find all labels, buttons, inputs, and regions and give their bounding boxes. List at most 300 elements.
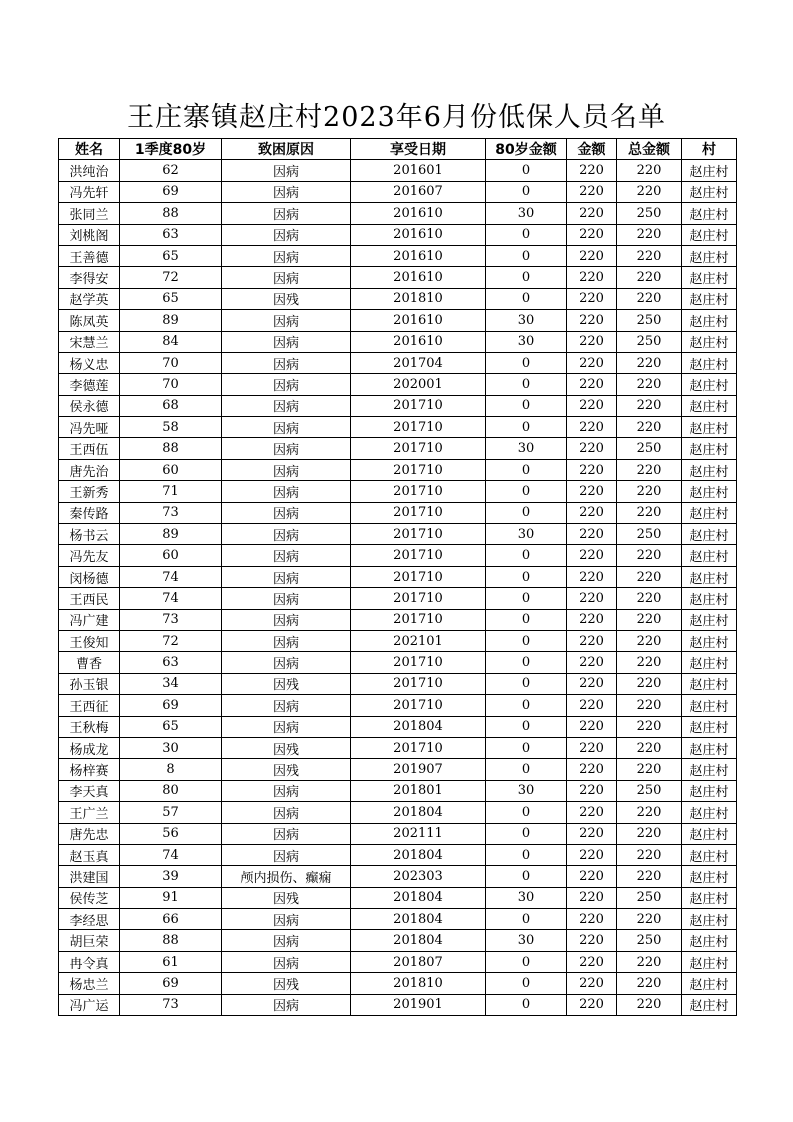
cell-bonus: 0 bbox=[486, 652, 567, 673]
cell-bonus: 0 bbox=[486, 673, 567, 694]
cell-village: 赵庄村 bbox=[682, 245, 737, 266]
cell-age: 91 bbox=[120, 887, 222, 908]
cell-amount: 220 bbox=[567, 310, 617, 331]
cell-total: 220 bbox=[617, 352, 682, 373]
cell-date: 201610 bbox=[351, 224, 486, 245]
cell-age: 65 bbox=[120, 716, 222, 737]
cell-total: 220 bbox=[617, 588, 682, 609]
cell-reason: 因病 bbox=[222, 909, 351, 930]
cell-name: 秦传路 bbox=[59, 502, 120, 523]
cell-date: 201804 bbox=[351, 930, 486, 951]
cell-total: 220 bbox=[617, 374, 682, 395]
cell-name: 李经思 bbox=[59, 909, 120, 930]
cell-total: 220 bbox=[617, 866, 682, 887]
cell-bonus: 0 bbox=[486, 502, 567, 523]
cell-total: 250 bbox=[617, 310, 682, 331]
cell-total: 220 bbox=[617, 951, 682, 972]
cell-name: 李得安 bbox=[59, 267, 120, 288]
cell-date: 201704 bbox=[351, 352, 486, 373]
cell-village: 赵庄村 bbox=[682, 716, 737, 737]
cell-amount: 220 bbox=[567, 288, 617, 309]
cell-date: 201810 bbox=[351, 973, 486, 994]
cell-total: 220 bbox=[617, 459, 682, 480]
cell-total: 220 bbox=[617, 609, 682, 630]
cell-reason: 因病 bbox=[222, 417, 351, 438]
cell-reason: 因病 bbox=[222, 802, 351, 823]
table-row bbox=[59, 630, 737, 651]
cell-bonus: 30 bbox=[486, 780, 567, 801]
cell-total: 220 bbox=[617, 823, 682, 844]
cell-name: 冯先哑 bbox=[59, 417, 120, 438]
cell-name: 王善德 bbox=[59, 245, 120, 266]
cell-age: 65 bbox=[120, 288, 222, 309]
cell-date: 201610 bbox=[351, 310, 486, 331]
cell-date: 201810 bbox=[351, 288, 486, 309]
cell-date: 202101 bbox=[351, 630, 486, 651]
cell-reason: 因病 bbox=[222, 566, 351, 587]
cell-name: 胡巨荣 bbox=[59, 930, 120, 951]
cell-village: 赵庄村 bbox=[682, 823, 737, 844]
column-header-total-amount: 总金额 bbox=[617, 139, 682, 160]
cell-date: 201710 bbox=[351, 395, 486, 416]
cell-bonus: 0 bbox=[486, 288, 567, 309]
table-row bbox=[59, 695, 737, 716]
cell-village: 赵庄村 bbox=[682, 438, 737, 459]
table-row bbox=[59, 887, 737, 908]
cell-reason: 因病 bbox=[222, 245, 351, 266]
cell-age: 89 bbox=[120, 310, 222, 331]
cell-village: 赵庄村 bbox=[682, 502, 737, 523]
cell-amount: 220 bbox=[567, 224, 617, 245]
cell-total: 220 bbox=[617, 288, 682, 309]
cell-reason: 因残 bbox=[222, 737, 351, 758]
cell-total: 220 bbox=[617, 973, 682, 994]
cell-age: 66 bbox=[120, 909, 222, 930]
cell-amount: 220 bbox=[567, 588, 617, 609]
cell-village: 赵庄村 bbox=[682, 588, 737, 609]
cell-bonus: 30 bbox=[486, 930, 567, 951]
cell-total: 220 bbox=[617, 909, 682, 930]
cell-total: 220 bbox=[617, 417, 682, 438]
cell-village: 赵庄村 bbox=[682, 652, 737, 673]
cell-age: 88 bbox=[120, 438, 222, 459]
cell-reason: 因病 bbox=[222, 994, 351, 1015]
cell-name: 王西伍 bbox=[59, 438, 120, 459]
cell-name: 曹香 bbox=[59, 652, 120, 673]
cell-village: 赵庄村 bbox=[682, 887, 737, 908]
cell-village: 赵庄村 bbox=[682, 973, 737, 994]
cell-reason: 因残 bbox=[222, 973, 351, 994]
cell-amount: 220 bbox=[567, 160, 617, 181]
table-row bbox=[59, 310, 737, 331]
cell-village: 赵庄村 bbox=[682, 310, 737, 331]
cell-name: 杨成龙 bbox=[59, 737, 120, 758]
cell-total: 250 bbox=[617, 930, 682, 951]
cell-total: 220 bbox=[617, 267, 682, 288]
cell-reason: 因病 bbox=[222, 310, 351, 331]
table-header bbox=[59, 139, 737, 160]
cell-amount: 220 bbox=[567, 481, 617, 502]
cell-reason: 因病 bbox=[222, 695, 351, 716]
cell-age: 73 bbox=[120, 609, 222, 630]
table-row bbox=[59, 245, 737, 266]
cell-date: 201804 bbox=[351, 844, 486, 865]
cell-date: 201901 bbox=[351, 994, 486, 1015]
cell-reason: 因病 bbox=[222, 181, 351, 202]
cell-name: 赵玉真 bbox=[59, 844, 120, 865]
cell-name: 闵杨德 bbox=[59, 566, 120, 587]
cell-age: 39 bbox=[120, 866, 222, 887]
cell-bonus: 0 bbox=[486, 737, 567, 758]
cell-reason: 因残 bbox=[222, 673, 351, 694]
cell-date: 201710 bbox=[351, 417, 486, 438]
column-header-name: 姓名 bbox=[59, 139, 120, 160]
cell-reason: 因病 bbox=[222, 780, 351, 801]
cell-bonus: 30 bbox=[486, 310, 567, 331]
column-header-age-q1: 1季度80岁 bbox=[120, 139, 222, 160]
cell-age: 88 bbox=[120, 930, 222, 951]
cell-date: 201610 bbox=[351, 267, 486, 288]
cell-total: 220 bbox=[617, 695, 682, 716]
cell-name: 王新秀 bbox=[59, 481, 120, 502]
cell-village: 赵庄村 bbox=[682, 759, 737, 780]
cell-age: 8 bbox=[120, 759, 222, 780]
cell-age: 73 bbox=[120, 994, 222, 1015]
cell-age: 74 bbox=[120, 844, 222, 865]
cell-name: 孙玉银 bbox=[59, 673, 120, 694]
cell-age: 60 bbox=[120, 545, 222, 566]
cell-age: 58 bbox=[120, 417, 222, 438]
cell-total: 220 bbox=[617, 566, 682, 587]
cell-bonus: 0 bbox=[486, 630, 567, 651]
table-row bbox=[59, 759, 737, 780]
column-header-village: 村 bbox=[682, 139, 737, 160]
cell-amount: 220 bbox=[567, 502, 617, 523]
cell-amount: 220 bbox=[567, 780, 617, 801]
cell-date: 201804 bbox=[351, 887, 486, 908]
cell-reason: 因病 bbox=[222, 545, 351, 566]
cell-total: 250 bbox=[617, 438, 682, 459]
cell-reason: 因病 bbox=[222, 951, 351, 972]
cell-bonus: 0 bbox=[486, 802, 567, 823]
cell-amount: 220 bbox=[567, 994, 617, 1015]
cell-bonus: 0 bbox=[486, 481, 567, 502]
cell-village: 赵庄村 bbox=[682, 994, 737, 1015]
cell-age: 74 bbox=[120, 566, 222, 587]
cell-bonus: 0 bbox=[486, 844, 567, 865]
cell-name: 杨义忠 bbox=[59, 352, 120, 373]
table-row bbox=[59, 823, 737, 844]
cell-name: 唐先忠 bbox=[59, 823, 120, 844]
cell-village: 赵庄村 bbox=[682, 459, 737, 480]
table-row bbox=[59, 395, 737, 416]
cell-village: 赵庄村 bbox=[682, 352, 737, 373]
cell-bonus: 0 bbox=[486, 909, 567, 930]
cell-amount: 220 bbox=[567, 737, 617, 758]
table-row bbox=[59, 588, 737, 609]
cell-total: 220 bbox=[617, 759, 682, 780]
cell-total: 220 bbox=[617, 481, 682, 502]
cell-total: 220 bbox=[617, 395, 682, 416]
table-row bbox=[59, 673, 737, 694]
cell-age: 74 bbox=[120, 588, 222, 609]
cell-amount: 220 bbox=[567, 545, 617, 566]
cell-village: 赵庄村 bbox=[682, 802, 737, 823]
cell-name: 侯永德 bbox=[59, 395, 120, 416]
cell-date: 201804 bbox=[351, 716, 486, 737]
cell-village: 赵庄村 bbox=[682, 288, 737, 309]
cell-total: 220 bbox=[617, 545, 682, 566]
cell-village: 赵庄村 bbox=[682, 481, 737, 502]
cell-amount: 220 bbox=[567, 374, 617, 395]
cell-reason: 因病 bbox=[222, 203, 351, 224]
cell-total: 220 bbox=[617, 160, 682, 181]
cell-name: 王西征 bbox=[59, 695, 120, 716]
cell-bonus: 30 bbox=[486, 887, 567, 908]
cell-amount: 220 bbox=[567, 524, 617, 545]
cell-reason: 颅内损伤、癫痫 bbox=[222, 866, 351, 887]
cell-reason: 因病 bbox=[222, 374, 351, 395]
cell-village: 赵庄村 bbox=[682, 737, 737, 758]
cell-village: 赵庄村 bbox=[682, 780, 737, 801]
cell-name: 冯先轩 bbox=[59, 181, 120, 202]
cell-age: 70 bbox=[120, 352, 222, 373]
cell-village: 赵庄村 bbox=[682, 951, 737, 972]
cell-village: 赵庄村 bbox=[682, 609, 737, 630]
cell-name: 刘桃阁 bbox=[59, 224, 120, 245]
cell-age: 61 bbox=[120, 951, 222, 972]
cell-bonus: 0 bbox=[486, 994, 567, 1015]
cell-amount: 220 bbox=[567, 695, 617, 716]
cell-bonus: 0 bbox=[486, 609, 567, 630]
table-row bbox=[59, 716, 737, 737]
cell-village: 赵庄村 bbox=[682, 566, 737, 587]
cell-name: 宋慧兰 bbox=[59, 331, 120, 352]
cell-village: 赵庄村 bbox=[682, 331, 737, 352]
cell-name: 杨书云 bbox=[59, 524, 120, 545]
table-row bbox=[59, 951, 737, 972]
cell-date: 201710 bbox=[351, 566, 486, 587]
cell-amount: 220 bbox=[567, 395, 617, 416]
cell-bonus: 30 bbox=[486, 203, 567, 224]
cell-bonus: 30 bbox=[486, 524, 567, 545]
cell-name: 李德莲 bbox=[59, 374, 120, 395]
cell-total: 250 bbox=[617, 887, 682, 908]
cell-amount: 220 bbox=[567, 909, 617, 930]
cell-village: 赵庄村 bbox=[682, 203, 737, 224]
cell-total: 220 bbox=[617, 224, 682, 245]
cell-reason: 因残 bbox=[222, 887, 351, 908]
header-row bbox=[59, 139, 737, 160]
cell-village: 赵庄村 bbox=[682, 695, 737, 716]
cell-amount: 220 bbox=[567, 459, 617, 480]
cell-village: 赵庄村 bbox=[682, 524, 737, 545]
cell-amount: 220 bbox=[567, 609, 617, 630]
cell-name: 侯传芝 bbox=[59, 887, 120, 908]
cell-amount: 220 bbox=[567, 844, 617, 865]
cell-date: 202001 bbox=[351, 374, 486, 395]
cell-age: 56 bbox=[120, 823, 222, 844]
cell-reason: 因病 bbox=[222, 459, 351, 480]
cell-date: 201710 bbox=[351, 588, 486, 609]
cell-bonus: 0 bbox=[486, 545, 567, 566]
cell-date: 202111 bbox=[351, 823, 486, 844]
cell-amount: 220 bbox=[567, 352, 617, 373]
cell-reason: 因病 bbox=[222, 588, 351, 609]
cell-total: 220 bbox=[617, 630, 682, 651]
cell-date: 201710 bbox=[351, 695, 486, 716]
cell-village: 赵庄村 bbox=[682, 181, 737, 202]
cell-amount: 220 bbox=[567, 331, 617, 352]
table-row bbox=[59, 866, 737, 887]
cell-age: 57 bbox=[120, 802, 222, 823]
table-row bbox=[59, 459, 737, 480]
cell-reason: 因病 bbox=[222, 160, 351, 181]
table-row bbox=[59, 652, 737, 673]
cell-reason: 因病 bbox=[222, 352, 351, 373]
cell-reason: 因病 bbox=[222, 502, 351, 523]
cell-village: 赵庄村 bbox=[682, 844, 737, 865]
cell-bonus: 0 bbox=[486, 160, 567, 181]
cell-date: 201907 bbox=[351, 759, 486, 780]
table-body bbox=[59, 160, 737, 1016]
cell-name: 冉令真 bbox=[59, 951, 120, 972]
table-row bbox=[59, 267, 737, 288]
cell-date: 201610 bbox=[351, 203, 486, 224]
table-row bbox=[59, 224, 737, 245]
cell-amount: 220 bbox=[567, 267, 617, 288]
column-header-reason: 致困原因 bbox=[222, 139, 351, 160]
cell-bonus: 0 bbox=[486, 224, 567, 245]
cell-age: 70 bbox=[120, 374, 222, 395]
table-row bbox=[59, 930, 737, 951]
cell-bonus: 0 bbox=[486, 181, 567, 202]
table-row bbox=[59, 994, 737, 1015]
cell-total: 250 bbox=[617, 524, 682, 545]
cell-age: 68 bbox=[120, 395, 222, 416]
column-header-elderly-amount: 80岁金额 bbox=[486, 139, 567, 160]
cell-village: 赵庄村 bbox=[682, 395, 737, 416]
cell-amount: 220 bbox=[567, 245, 617, 266]
table-row bbox=[59, 545, 737, 566]
cell-name: 王秋梅 bbox=[59, 716, 120, 737]
cell-age: 73 bbox=[120, 502, 222, 523]
cell-reason: 因病 bbox=[222, 630, 351, 651]
cell-amount: 220 bbox=[567, 652, 617, 673]
cell-name: 洪纯治 bbox=[59, 160, 120, 181]
cell-bonus: 0 bbox=[486, 823, 567, 844]
cell-date: 201601 bbox=[351, 160, 486, 181]
table-row bbox=[59, 481, 737, 502]
cell-village: 赵庄村 bbox=[682, 267, 737, 288]
cell-village: 赵庄村 bbox=[682, 417, 737, 438]
cell-village: 赵庄村 bbox=[682, 224, 737, 245]
cell-total: 220 bbox=[617, 737, 682, 758]
cell-total: 220 bbox=[617, 245, 682, 266]
table-row bbox=[59, 288, 737, 309]
cell-reason: 因残 bbox=[222, 759, 351, 780]
cell-reason: 因病 bbox=[222, 438, 351, 459]
cell-age: 62 bbox=[120, 160, 222, 181]
cell-amount: 220 bbox=[567, 438, 617, 459]
cell-bonus: 0 bbox=[486, 566, 567, 587]
cell-amount: 220 bbox=[567, 802, 617, 823]
cell-name: 杨梓赛 bbox=[59, 759, 120, 780]
table-row bbox=[59, 352, 737, 373]
column-header-amount: 金额 bbox=[567, 139, 617, 160]
cell-age: 69 bbox=[120, 695, 222, 716]
cell-date: 201607 bbox=[351, 181, 486, 202]
cell-age: 72 bbox=[120, 267, 222, 288]
cell-bonus: 0 bbox=[486, 267, 567, 288]
table-row bbox=[59, 609, 737, 630]
cell-reason: 因残 bbox=[222, 288, 351, 309]
cell-bonus: 0 bbox=[486, 716, 567, 737]
cell-total: 250 bbox=[617, 331, 682, 352]
cell-age: 80 bbox=[120, 780, 222, 801]
table-row bbox=[59, 417, 737, 438]
cell-name: 冯广建 bbox=[59, 609, 120, 630]
column-header-start-date: 享受日期 bbox=[351, 139, 486, 160]
cell-age: 88 bbox=[120, 203, 222, 224]
table-row bbox=[59, 438, 737, 459]
cell-date: 201710 bbox=[351, 438, 486, 459]
cell-date: 201610 bbox=[351, 245, 486, 266]
cell-bonus: 0 bbox=[486, 759, 567, 780]
cell-reason: 因病 bbox=[222, 823, 351, 844]
cell-name: 唐先治 bbox=[59, 459, 120, 480]
cell-name: 李天真 bbox=[59, 780, 120, 801]
cell-reason: 因病 bbox=[222, 331, 351, 352]
subsidy-recipient-table bbox=[58, 138, 737, 1016]
cell-bonus: 0 bbox=[486, 395, 567, 416]
cell-village: 赵庄村 bbox=[682, 545, 737, 566]
cell-age: 30 bbox=[120, 737, 222, 758]
cell-age: 63 bbox=[120, 652, 222, 673]
cell-amount: 220 bbox=[567, 759, 617, 780]
cell-name: 冯先友 bbox=[59, 545, 120, 566]
cell-age: 69 bbox=[120, 181, 222, 202]
cell-bonus: 0 bbox=[486, 459, 567, 480]
cell-village: 赵庄村 bbox=[682, 930, 737, 951]
cell-amount: 220 bbox=[567, 866, 617, 887]
cell-date: 201710 bbox=[351, 459, 486, 480]
table-row bbox=[59, 909, 737, 930]
cell-bonus: 30 bbox=[486, 331, 567, 352]
cell-reason: 因病 bbox=[222, 716, 351, 737]
cell-amount: 220 bbox=[567, 630, 617, 651]
cell-total: 220 bbox=[617, 673, 682, 694]
table-row bbox=[59, 181, 737, 202]
cell-bonus: 0 bbox=[486, 352, 567, 373]
cell-date: 201610 bbox=[351, 331, 486, 352]
cell-date: 202303 bbox=[351, 866, 486, 887]
cell-age: 34 bbox=[120, 673, 222, 694]
cell-total: 220 bbox=[617, 844, 682, 865]
cell-amount: 220 bbox=[567, 951, 617, 972]
cell-date: 201801 bbox=[351, 780, 486, 801]
cell-total: 220 bbox=[617, 502, 682, 523]
cell-amount: 220 bbox=[567, 566, 617, 587]
cell-name: 冯广运 bbox=[59, 994, 120, 1015]
cell-date: 201710 bbox=[351, 502, 486, 523]
cell-age: 84 bbox=[120, 331, 222, 352]
cell-village: 赵庄村 bbox=[682, 160, 737, 181]
cell-age: 65 bbox=[120, 245, 222, 266]
cell-total: 220 bbox=[617, 802, 682, 823]
cell-bonus: 0 bbox=[486, 245, 567, 266]
cell-date: 201710 bbox=[351, 673, 486, 694]
